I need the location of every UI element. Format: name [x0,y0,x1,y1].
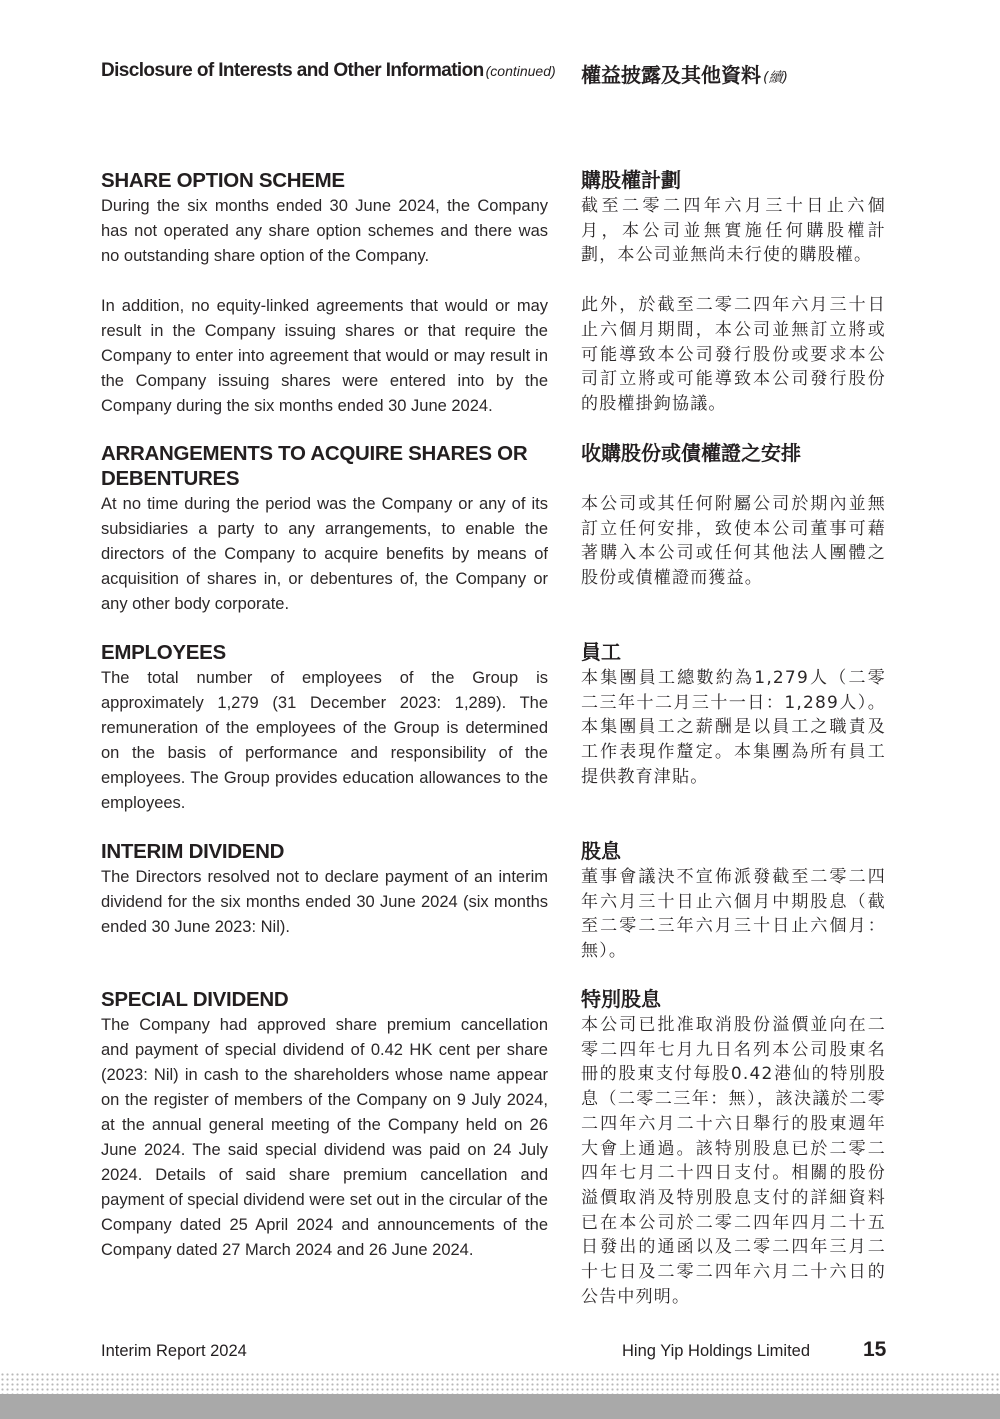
section-interim-dividend-zh [581,839,886,964]
section-heading: SPECIAL DIVIDEND [101,988,289,1011]
header-title-zh: 權益披露及其他資料 [581,63,761,87]
section-share-option-zh [581,168,886,417]
header-continued-zh: (續) [763,70,788,86]
section-heading: 股息 [581,839,621,863]
dotted-footer-band [0,1372,1000,1394]
section-heading: SHARE OPTION SCHEME [101,169,345,192]
footer-bar [0,1394,1000,1419]
paragraph: 截至二零二四年六月三十日止六個月，本公司並無實施任何購股權計劃，本公司並無尚未行使的購股權。 [581,196,886,266]
paragraph: In addition, no equity-linked agreements that would or may result in the Company issuing shares or that require the Company to enter into agreement that would or may result in the Company issuing shares were entered into by the Company during the six months ended 30 June 2024. [101,297,548,415]
footer-company-name: Hing Yip Holdings Limited [622,1342,811,1360]
header-title-en: Disclosure of Interests and Other Information [101,60,484,81]
section-heading: ARRANGEMENTS TO ACQUIRE SHARES OR DEBENTURES [101,442,528,490]
paragraph: 本集團員工總數約為1,279人（二零二三年十二月三十一日：1,289人）。本集團員工之薪酬是以員工之職責及工作表現作釐定。本集團為所有員工提供教育津貼。 [581,668,886,787]
section-heading: 購股權計劃 [581,168,681,192]
section-employees-zh [581,640,886,790]
header-continued-en: (continued) [485,63,556,79]
section-heading: INTERIM DIVIDEND [101,840,285,863]
paragraph: 本公司已批准取消股份溢價並向在二零二四年七月九日名列本公司股東名冊的股東支付每股0.42港仙的特別股息（二零二三年：無），該決議於二零二四年六月二十六日舉行的股東週年大會上通過。該特別股息已於二零二四年七月二十四日支付。相關的股份溢價取消及特別股息支付的詳細資料已在本公司於二零二四年四月二十五日發出的通函以及二零二四年三月二十七日及二零二四年六月二十六日的公告中列明。 [581,1015,886,1307]
section-special-dividend-zh [581,987,886,1309]
running-header-en [101,60,556,82]
paragraph: The total number of employees of the Group is approximately 1,279 (31 December 2023: 1,289). The remuneration of the employees of the Group is determined on the basis of performance and responsibility of the employees. The Group provides education allowances to the employees. [101,669,548,812]
running-header-zh [581,59,788,88]
paragraph: 此外，於截至二零二四年六月三十日止六個月期間，本公司並無訂立將或可能導致本公司發行股份或要求本公司訂立將或可能導致本公司發行股份的股權掛鉤協議。 [581,295,886,414]
paragraph: At no time during the period was the Company or any of its subsidiaries a party to any arrangements, to enable the directors of the Company to acquire benefits by means of acquisition of shares in, or debentures of, the Company or any other body corporate. [101,495,548,613]
section-heading: 員工 [581,640,621,664]
section-special-dividend-en [101,987,548,1263]
section-heading: 特別股息 [581,987,661,1011]
section-arrangements-zh [581,441,886,591]
paragraph: The Company had approved share premium cancellation and payment of special dividend of 0.42 HK cent per share (2023: Nil) in cash to the shareholders whose name appear on the register of members of the Company on 9 July 2024, at the annual general meeting of the Company held on 26 June 2024. The said special dividend was paid on 24 July 2024. Details of said share premium cancellation and payment of special dividend were set out in the circular of the Company dated 25 April 2024 and announcements of the Company dated 27 March 2024 and 26 June 2024. [101,1016,548,1259]
paragraph: 董事會議決不宣佈派發截至二零二四年六月三十日止六個月中期股息（截至二零二三年六月三十日止六個月：無）。 [581,867,886,962]
section-arrangements-en [101,441,548,617]
section-employees-en [101,640,548,816]
footer-report-name: Interim Report 2024 [101,1342,247,1360]
section-interim-dividend-en [101,839,548,940]
section-heading: EMPLOYEES [101,641,226,664]
paragraph: During the six months ended 30 June 2024, the Company has not operated any share option schemes and there was no outstanding share option of the Company. [101,197,548,265]
paragraph: 本公司或其任何附屬公司於期內並無訂立任何安排，致使本公司董事可藉著購入本公司或任何其他法人團體之股份或債權證而獲益。 [581,494,886,589]
section-share-option-en [101,168,548,419]
paragraph: The Directors resolved not to declare payment of an interim dividend for the six months ended 30 June 2024 (six months ended 30 June 2023: Nil). [101,868,548,936]
section-heading: 收購股份或債權證之安排 [581,441,801,465]
page-number: 15 [863,1338,887,1361]
